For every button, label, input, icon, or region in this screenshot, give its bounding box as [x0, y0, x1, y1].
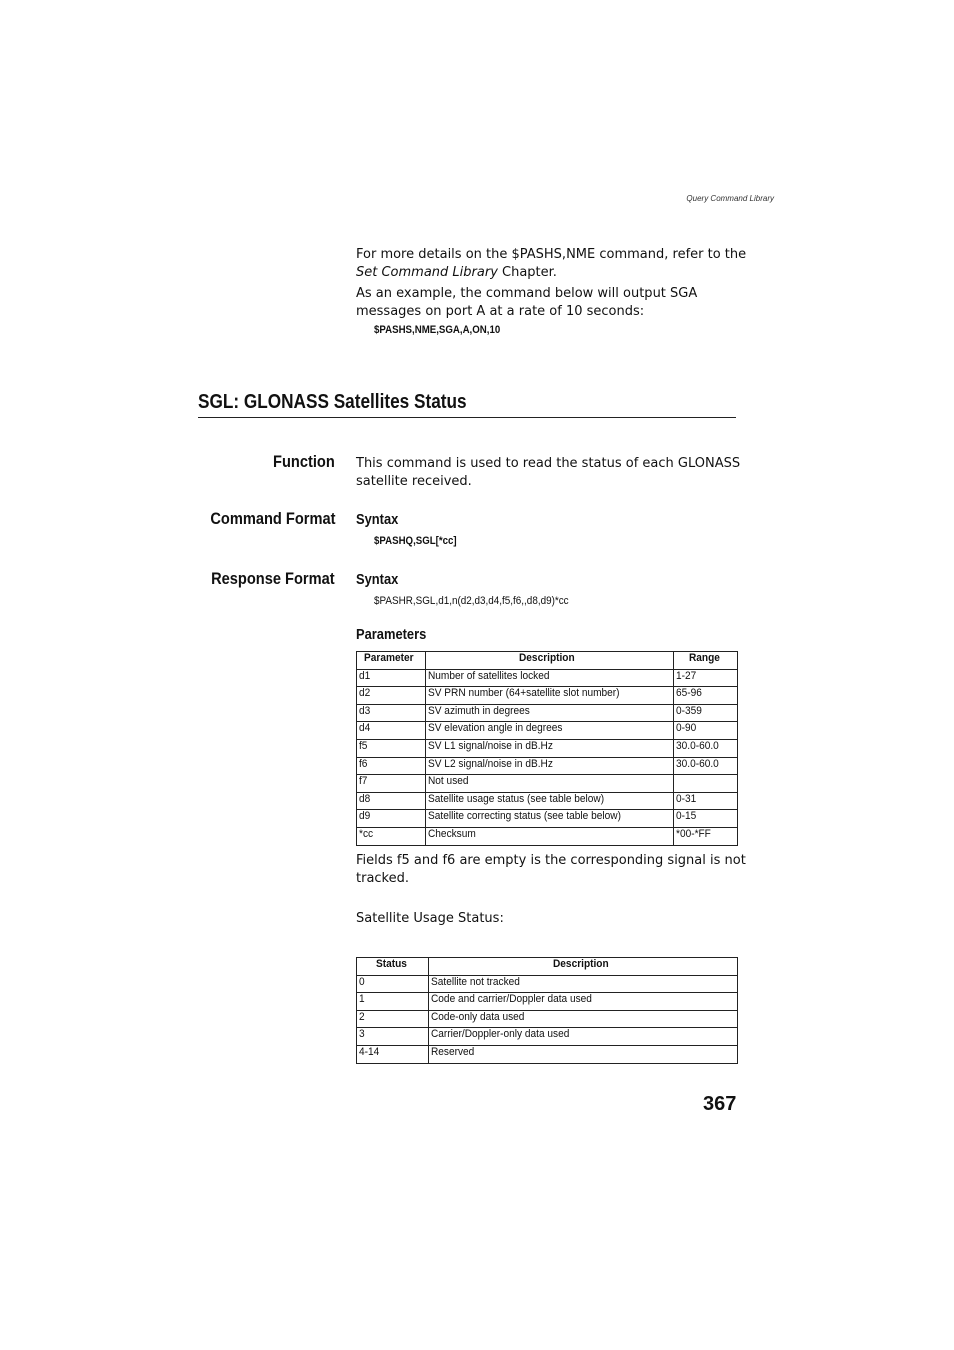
table-row: [357, 1010, 738, 1028]
description-cell: SV elevation angle in degrees: [425, 722, 673, 740]
response-format-heading: Response Format: [211, 569, 335, 588]
response-syntax: $PASHR,SGL,d1,n(d2,d3,d4,f5,f6,,d8,d9)*cc: [374, 595, 569, 607]
column-header: Description: [425, 652, 673, 670]
description-cell: Number of satellites locked: [425, 669, 673, 687]
description-cell: Satellite correcting status (see table below): [425, 810, 673, 828]
intro-line-2-rest: Chapter.: [497, 264, 557, 280]
table-row: [357, 739, 738, 757]
function-text: [356, 455, 740, 490]
intro-line-3: As an example, the command below will output SGA: [356, 286, 698, 301]
description-cell: Satellite usage status (see table below): [425, 792, 673, 810]
description-cell: SV L2 signal/noise in dB.Hz: [425, 757, 673, 775]
parameter-cell: *cc: [357, 827, 426, 845]
table-row: [357, 757, 738, 775]
description-cell: Code-only data used: [428, 1010, 737, 1028]
range-cell: 0-359: [674, 704, 738, 722]
range-cell: 30.0-60.0: [674, 757, 738, 775]
table-row: [357, 827, 738, 845]
range-cell: 0-15: [674, 810, 738, 828]
table-row: [357, 722, 738, 740]
status-cell: 3: [357, 1028, 429, 1046]
description-cell: Not used: [425, 775, 673, 793]
column-header: Range: [674, 652, 738, 670]
parameter-cell: f6: [357, 757, 426, 775]
range-cell: [674, 775, 738, 793]
parameter-cell: d2: [357, 687, 426, 705]
description-cell: SV PRN number (64+satellite slot number): [425, 687, 673, 705]
status-cell: 2: [357, 1010, 429, 1028]
parameter-cell: d4: [357, 722, 426, 740]
usage-status-table: [356, 957, 738, 1064]
status-cell: 1: [357, 993, 429, 1011]
parameter-cell: d8: [357, 792, 426, 810]
range-cell: 1-27: [674, 669, 738, 687]
parameter-cell: f7: [357, 775, 426, 793]
table-row: [357, 669, 738, 687]
function-heading: Function: [273, 452, 335, 471]
table-header-row: [357, 652, 738, 670]
column-header: Status: [357, 958, 429, 976]
range-cell: 0-31: [674, 792, 738, 810]
description-cell: Satellite not tracked: [428, 975, 737, 993]
command-syntax-label: Syntax: [356, 511, 399, 528]
column-header: Description: [428, 958, 737, 976]
intro-line-2: [356, 264, 746, 282]
running-head: Query Command Library: [686, 194, 774, 203]
table-row: [357, 792, 738, 810]
parameter-cell: f5: [357, 739, 426, 757]
function-line-1: This command is used to read the status of each GLONASS: [356, 456, 741, 471]
intro-paragraph: [356, 246, 746, 320]
command-format-heading: Command Format: [209, 509, 335, 528]
usage-status-label: Satellite Usage Status:: [356, 911, 504, 926]
section-title: SGL: GLONASS Satellites Status: [198, 391, 467, 413]
command-syntax: $PASHQ,SGL[*cc]: [374, 535, 457, 547]
range-cell: *00-*FF: [674, 827, 738, 845]
example-command: $PASHS,NME,SGA,A,ON,10: [374, 324, 501, 336]
column-header: Parameter: [357, 652, 426, 670]
description-cell: Carrier/Doppler-only data used: [428, 1028, 737, 1046]
status-cell: 4-14: [357, 1045, 429, 1063]
status-cell: 0: [357, 975, 429, 993]
chapter-reference: Set Command Library: [356, 264, 498, 280]
description-cell: Code and carrier/Doppler data used: [428, 993, 737, 1011]
page-number: 367: [703, 1093, 737, 1115]
table-row: [357, 810, 738, 828]
fields-note-line-2: tracked.: [356, 870, 410, 886]
fields-note: [356, 852, 746, 887]
range-cell: 0-90: [674, 722, 738, 740]
table-row: [357, 704, 738, 722]
table-row: [357, 1028, 738, 1046]
parameter-cell: d3: [357, 704, 426, 722]
intro-line-4: messages on port A at a rate of 10 seconds:: [356, 303, 645, 319]
range-cell: 65-96: [674, 687, 738, 705]
range-cell: 30.0-60.0: [674, 739, 738, 757]
table-row: [357, 1045, 738, 1063]
table-row: [357, 687, 738, 705]
function-line-2: satellite received.: [356, 473, 472, 489]
title-rule: [198, 417, 736, 418]
intro-line-1: For more details on the $PASHS,NME command, refer to the: [356, 247, 747, 262]
parameter-cell: d1: [357, 669, 426, 687]
description-cell: Reserved: [428, 1045, 737, 1063]
fields-note-line-1: Fields f5 and f6 are empty is the corresponding signal is not: [356, 853, 746, 868]
parameters-label: Parameters: [356, 626, 427, 643]
description-cell: SV L1 signal/noise in dB.Hz: [425, 739, 673, 757]
table-header-row: [357, 958, 738, 976]
parameter-cell: d9: [357, 810, 426, 828]
table-row: [357, 993, 738, 1011]
parameters-table: [356, 651, 738, 846]
table-row: [357, 775, 738, 793]
response-syntax-label: Syntax: [356, 571, 399, 588]
description-cell: SV azimuth in degrees: [425, 704, 673, 722]
table-row: [357, 975, 738, 993]
description-cell: Checksum: [425, 827, 673, 845]
